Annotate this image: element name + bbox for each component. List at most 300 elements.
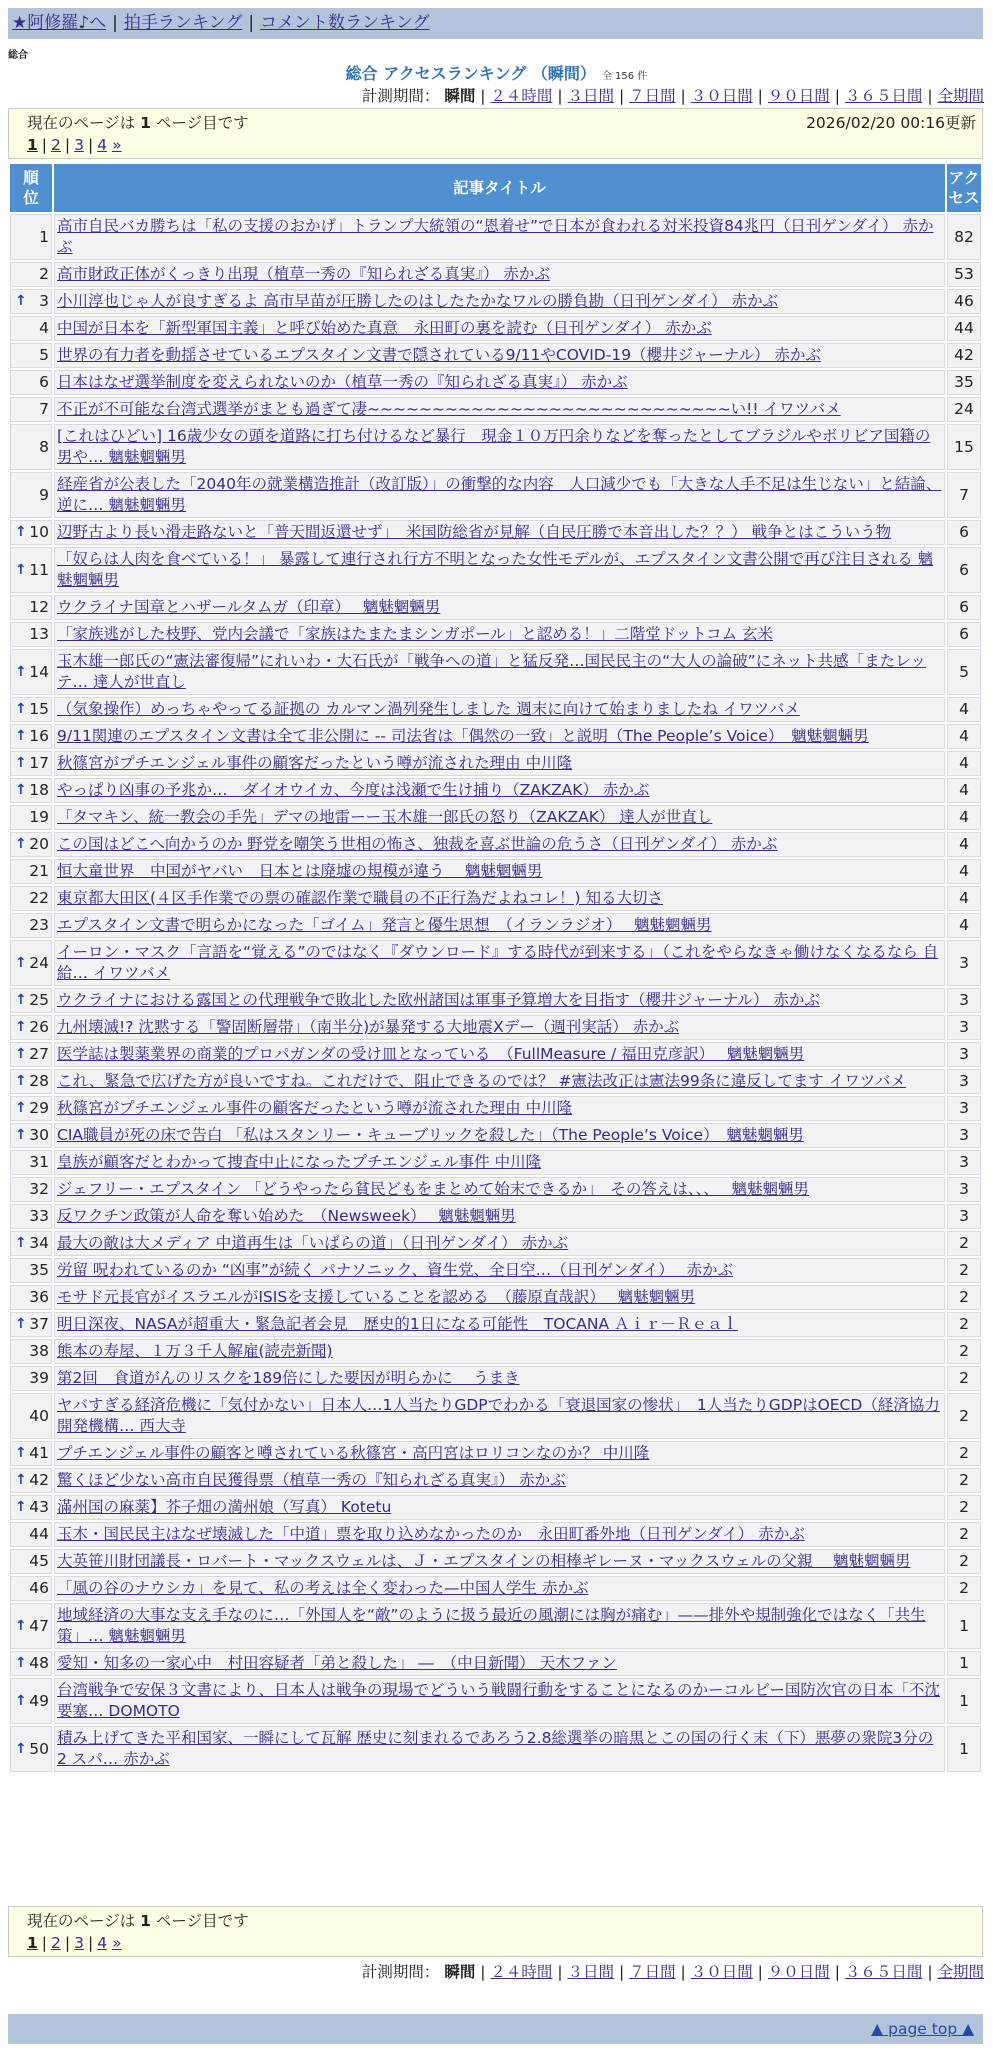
rank-number: 30 (29, 1126, 49, 1144)
header-rank: 順位 (10, 164, 52, 212)
rank-up-arrow-icon: ↑ (15, 701, 27, 717)
access-count: 5 (947, 649, 981, 695)
period-separator: | (752, 87, 768, 105)
rank-number: 7 (39, 400, 49, 418)
rank-number: 28 (29, 1072, 49, 1090)
article-link[interactable]: 中国が日本を「新型軍国主義」と呼び始めた真意 永田町の裏を読む（日刊ゲンダイ） 赤かぶ (57, 319, 712, 337)
access-count: 6 (947, 520, 981, 545)
pager-separator: | (41, 136, 48, 154)
rank-cell (10, 1603, 52, 1649)
article-link[interactable]: 辺野古より長い滑走路ないと「普天間返還せず」 米国防総省が見解（自民圧勝で本音出した？？） 戦争とはこういう物 (57, 523, 892, 541)
article-link[interactable]: 世界の有力者を動揺させているエプスタイン文書で隠されている9/11やCOVID-19（櫻井ジャーナル） 赤かぶ (57, 346, 821, 364)
rank-number: 48 (29, 1654, 49, 1672)
table-row (10, 832, 981, 857)
article-link[interactable]: これ、緊急で広げた方が良いですね。これだけで、阻止できるのでは？ #憲法改正は憲法99条に違反してます イワツバメ (57, 1072, 906, 1090)
rank-cell (10, 343, 52, 368)
rank-up-arrow-icon: ↑ (15, 1472, 27, 1488)
table-row (10, 547, 981, 593)
table-row (10, 751, 981, 776)
rank-number: 4 (39, 319, 49, 337)
article-link[interactable]: 高市財政正体がくっきり出現（植草一秀の『知られざる真実』） 赤かぶ (57, 265, 550, 283)
title-cell (54, 1651, 945, 1676)
table-row (10, 289, 981, 314)
pager-page-link[interactable]: 4 (97, 136, 108, 154)
period-selector-bottom (362, 1960, 984, 1982)
rank-cell (10, 805, 52, 830)
pager-separator: | (64, 136, 71, 154)
rank-number: 20 (29, 835, 49, 853)
article-link[interactable]: プチエンジェル事件の顧客と噂されている秋篠宮・高円宮はロリコンなのか？ 中川隆 (57, 1444, 650, 1462)
access-count: 4 (947, 697, 981, 722)
rank-cell (10, 832, 52, 857)
article-link[interactable]: 不正が不可能な台湾式選挙がまとも過ぎて凄~~~~~~~~~~~~~~~~~~~~~~~~~~~~い!! イワツバメ (57, 400, 841, 418)
period-option[interactable]: ９０日間 (767, 1963, 830, 1981)
title-cell (54, 1231, 945, 1256)
article-link[interactable]: モサド元長官がイスラエルがISISを支援していることを認める （藤原直哉訳） 魑魅魍魎男 (57, 1288, 696, 1306)
rank-cell (10, 724, 52, 749)
rank-number: 32 (29, 1180, 49, 1198)
rank-number: 22 (29, 889, 49, 907)
nav-separator: | (112, 13, 118, 33)
access-count: 4 (947, 778, 981, 803)
table-row (10, 1393, 981, 1439)
rank-number: 3 (39, 292, 49, 310)
rank-number: 50 (29, 1739, 49, 1758)
rank-cell (10, 778, 52, 803)
rank-cell (10, 1495, 52, 1520)
home-link[interactable]: ★阿修羅♪へ (12, 13, 107, 33)
access-count: 2 (947, 1285, 981, 1310)
rank-up-arrow-icon: ↑ (15, 524, 27, 540)
rank-number: 26 (29, 1018, 49, 1036)
rank-cell (10, 424, 52, 470)
table-row (10, 649, 981, 695)
page-info-suffix: ページ目です (155, 114, 249, 132)
access-count: 2 (947, 1522, 981, 1547)
article-link[interactable]: 反ワクチン政策が人命を奪い始めた （Newsweek） 魑魅魍魎男 (57, 1207, 516, 1225)
article-link[interactable]: この国はどこへ向かうのか 野党を嘲笑う世相の怖さ、独裁を喜ぶ世論の危うさ（日刊ゲンダイ） 赤かぶ (57, 835, 778, 853)
page-title (0, 61, 993, 84)
rank-up-arrow-icon: ↑ (15, 1692, 27, 1709)
article-link[interactable]: [これはひどい] 16歳少女の頭を道路に打ち付けるなど暴行 現金１０万円余りなどを奪ったとしてブラジルやボリビア国籍の男や… 魑魅魍魎男 (57, 427, 931, 466)
table-row (10, 343, 981, 368)
access-count: 3 (947, 1177, 981, 1202)
title-cell (54, 1150, 945, 1175)
rank-number: 43 (29, 1498, 49, 1516)
pager-page-link[interactable]: 3 (74, 1934, 85, 1952)
article-link[interactable]: ジェフリー・エプスタイン 「どうやったら貧民どもをまとめて始末できるか」 その答えは、、、 魑魅魍魎男 (57, 1180, 809, 1198)
table-row (10, 316, 981, 341)
pager-current-page: 1 (27, 1934, 38, 1952)
rank-cell (10, 1522, 52, 1547)
page-info-suffix: ページ目です (155, 1912, 249, 1930)
period-separator: | (829, 87, 845, 105)
current-page: 1 (140, 1912, 151, 1930)
title-cell (54, 724, 945, 749)
article-link[interactable]: ヤバすぎる経済危機に「気付かない」日本人…1人当たりGDPでわかる「衰退国家の惨状」 1人当たりGDPはOECD（経済協力開発機構… 西大寺 (57, 1396, 940, 1435)
rank-number: 38 (29, 1342, 49, 1360)
article-link[interactable]: 「タマキン、統一教会の手先」デマの地雷ーー玉木雄一郎氏の怒り（ZAKZAK） 達人が世直し (57, 808, 713, 826)
rank-up-arrow-icon: ↑ (15, 782, 27, 798)
table-row (10, 988, 981, 1013)
access-count: 2 (947, 1312, 981, 1337)
title-cell (54, 1522, 945, 1547)
rank-up-arrow-icon: ↑ (15, 1100, 27, 1116)
table-row (10, 520, 981, 545)
table-row (10, 214, 981, 260)
access-count: 15 (947, 424, 981, 470)
table-row (10, 1651, 981, 1676)
article-link[interactable]: 「奴らは人肉を食べている！」 暴露して連行され行方不明となった女性モデルが、エプスタイン文書公開で再び注目される 魑魅魍魎男 (57, 550, 934, 589)
rank-cell (10, 1015, 52, 1040)
rank-number: 41 (29, 1444, 49, 1462)
rank-cell (10, 940, 52, 986)
period-separator: | (752, 1963, 768, 1981)
page-top-link[interactable]: ▲ page top ▲ (871, 2020, 974, 2038)
period-option[interactable]: ２４時間 (490, 87, 553, 105)
period-option[interactable]: ３６５日間 (844, 1963, 923, 1981)
rank-cell (10, 1096, 52, 1121)
article-link[interactable]: 高市自民バカ勝ちは「私の支援のおかげ」トランプ大統領の“恩着せ”で日本が食われる対米投資84兆円（日刊ゲンダイ） 赤かぶ (57, 217, 934, 256)
rank-number: 10 (29, 523, 49, 541)
title-cell (54, 1285, 945, 1310)
rank-cell (10, 595, 52, 620)
rank-cell (10, 913, 52, 938)
access-count: 3 (947, 1096, 981, 1121)
table-row (10, 778, 981, 803)
genre-label: 総合 (8, 50, 28, 61)
title-cell (54, 1204, 945, 1229)
article-link[interactable]: 大英笹川財団議長・ロバート・マックスウェルは、Ｊ・エプスタインの相棒ギレーヌ・マックスウェルの父親 魑魅魍魎男 (57, 1552, 911, 1570)
article-link[interactable]: イーロン・マスク「言語を“覚える”のではなく『ダウンロード』する時代が到来する」（これをやらなきゃ働けなくなるなら 自給… イワツバメ (57, 943, 939, 982)
article-link[interactable]: 秋篠宮がプチエンジェル事件の顧客だったという噂が流された理由 中川隆 (57, 1099, 573, 1117)
access-count: 1 (947, 1603, 981, 1649)
rank-number: 47 (29, 1616, 49, 1635)
article-link[interactable]: 熊本の寿屋、１万３千人解雇(読売新聞) (57, 1342, 333, 1360)
table-row (10, 1177, 981, 1202)
pager-page-link[interactable]: 2 (51, 136, 61, 154)
article-link[interactable]: 玉木・国民民主はなぜ壊滅した「中道」票を取り込めなかったのか 永田町番外地（日刊ゲンダイ） 赤かぶ (57, 1525, 805, 1543)
title-cell (54, 595, 945, 620)
period-option[interactable]: 全期間 (937, 1963, 984, 1981)
ranking-table (8, 162, 983, 1774)
rank-cell (10, 1726, 52, 1772)
article-link[interactable]: ウクライナにおける露国との代理戦争で敗北した欧州諸国は軍事予算増大を目指す（櫻井ジャーナル） 赤かぶ (57, 991, 820, 1009)
rank-cell (10, 1468, 52, 1493)
title-cell (54, 1549, 945, 1574)
article-link[interactable]: 「家族逃がした枝野、党内会議で「家族はたまたまシンガポール」と認める！」二階堂ドットコム 玄米 (57, 625, 773, 643)
title-cell (54, 622, 945, 647)
title-cell (54, 262, 945, 287)
title-cell (54, 1393, 945, 1439)
period-separator: | (675, 1963, 691, 1981)
period-separator: | (552, 1963, 568, 1981)
rank-up-arrow-icon: ↑ (15, 1235, 27, 1251)
table-row (10, 1441, 981, 1466)
rank-number: 16 (29, 727, 49, 745)
rank-cell (10, 262, 52, 287)
period-option[interactable]: ３日間 (567, 1963, 615, 1981)
article-link[interactable]: 第2回 食道がんのリスクを189倍にした要因が明らかに うまき (57, 1369, 520, 1387)
period-option[interactable]: ３６５日間 (844, 87, 923, 105)
article-link[interactable]: 秋篠宮がプチエンジェル事件の顧客だったという噂が流された理由 中川隆 (57, 754, 573, 772)
rank-number: 21 (29, 862, 49, 880)
rank-up-arrow-icon: ↑ (15, 293, 27, 309)
title-cell (54, 913, 945, 938)
page-title-text: 総合 アクセスランキング （瞬間） (345, 64, 596, 83)
access-count: 3 (947, 1015, 981, 1040)
title-cell (54, 649, 945, 695)
article-link[interactable]: 「風の谷のナウシカ」を見て、私の考えは全く変わった—中国人学生 赤かぶ (57, 1579, 589, 1597)
pager-separator: | (41, 1934, 48, 1952)
period-option[interactable]: ７日間 (629, 1963, 676, 1981)
rank-cell (10, 1042, 52, 1067)
table-row (10, 1495, 981, 1520)
table-row (10, 397, 981, 422)
article-link[interactable]: 積み上げてきた平和国家、一瞬にして瓦解 歴史に刻まれるであろう2.8総選挙の暗黒とこの国の行く末（下）悪夢の衆院3分の2 スパ… 赤かぶ (57, 1729, 934, 1768)
article-link[interactable]: 医学誌は製薬業界の商業的プロパガンダの受け皿となっている （FullMeasure / 福田克彦訳） 魑魅魍魎男 (57, 1045, 805, 1063)
page-info-top (8, 108, 983, 159)
period-separator: | (675, 87, 691, 105)
article-link[interactable]: CIA職員が死の床で告白 「私はスタンリー・キューブリックを殺した」（The People’s Voice） 魑魅魍魎男 (57, 1126, 804, 1144)
rank-cell (10, 1339, 52, 1364)
article-link[interactable]: 東京都大田区(４区手作業での票の確認作業で職員の不正行為だよねコレ！) 知る大切さ (57, 889, 664, 907)
table-row (10, 697, 981, 722)
article-link[interactable]: 日本はなぜ選挙制度を変えられないのか（植草一秀の『知られざる真実』） 赤かぶ (57, 373, 628, 391)
period-current: 瞬間 (444, 1963, 476, 1981)
nav-separator: | (248, 13, 255, 33)
rank-up-arrow-icon: ↑ (15, 1316, 27, 1332)
period-option[interactable]: ３０日間 (690, 1963, 753, 1981)
period-separator: | (480, 87, 491, 105)
access-count: 53 (947, 262, 981, 287)
title-cell (54, 1312, 945, 1337)
access-count: 2 (947, 1393, 981, 1439)
title-cell (54, 1366, 945, 1391)
page-info-bottom (8, 1906, 983, 1957)
table-row (10, 1603, 981, 1649)
table-row (10, 262, 981, 287)
article-link[interactable]: （気象操作）めっちゃやってる証拠の カルマン渦列発生しました 週末に向けて始まりましたね イワツバメ (57, 700, 800, 718)
pager-page-link[interactable]: 4 (97, 1934, 108, 1952)
rank-cell (10, 214, 52, 260)
article-link[interactable]: 皇族が顧客だとわかって捜査中止になったプチエンジェル事件 中川隆 (57, 1153, 542, 1171)
title-cell (54, 1015, 945, 1040)
rank-number: 31 (29, 1153, 49, 1171)
rank-cell (10, 988, 52, 1013)
rank-cell (10, 1678, 52, 1724)
rank-up-arrow-icon: ↑ (15, 1445, 27, 1461)
period-label: 計測期間： (361, 87, 440, 105)
table-row (10, 424, 981, 470)
access-count: 3 (947, 1042, 981, 1067)
title-cell (54, 1258, 945, 1283)
access-count: 2 (947, 1231, 981, 1256)
access-count: 4 (947, 913, 981, 938)
page-info-prefix: 現在のページは (27, 114, 136, 132)
rank-cell (10, 1393, 52, 1439)
pager (27, 1932, 974, 1954)
access-count: 4 (947, 805, 981, 830)
article-link[interactable]: 地域経済の大事な支え手なのに…「外国人を“敵”のように扱う最近の風潮には胸が痛む」——排外や規制強化ではなく「共生策」… 魑魅魍魎男 (57, 1606, 926, 1645)
rank-cell (10, 1231, 52, 1256)
period-label: 計測期間： (361, 1963, 440, 1981)
article-link[interactable]: 経産省が公表した「2040年の就業構造推計（改訂版）」の衝撃的な内容 人口減少でも「大きな人手不足は生じない」と結論、逆に… 魑魅魍魎男 (57, 475, 942, 514)
rank-cell (10, 547, 52, 593)
pager-next-link[interactable]: » (112, 1934, 122, 1952)
article-link[interactable]: 明日深夜、NASAが超重大・緊急記者会見 歴史的1日になる可能性 TOCANA Ａｉｒ－Ｒｅａｌ (57, 1315, 739, 1333)
article-link[interactable]: 愛知・知多の一家心中 村田容疑者「弟と殺した」 ― （中日新聞） 天木ファン (57, 1654, 617, 1672)
title-cell (54, 832, 945, 857)
table-row (10, 1678, 981, 1724)
page-info-prefix: 現在のページは (27, 1912, 136, 1930)
nav-link-clap-ranking[interactable]: 拍手ランキング (123, 13, 243, 33)
period-separator: | (552, 87, 568, 105)
rank-cell (10, 1549, 52, 1574)
article-link[interactable]: やっぱり凶事の予兆か… ダイオウイカ、今度は浅瀬で生け捕り（ZAKZAK） 赤かぶ (57, 781, 650, 799)
rank-cell (10, 472, 52, 518)
nav-link-comment-ranking[interactable]: コメント数ランキング (260, 13, 430, 33)
access-count: 82 (947, 214, 981, 260)
period-option[interactable]: ３日間 (567, 87, 615, 105)
rank-cell (10, 859, 52, 884)
access-count: 7 (947, 472, 981, 518)
access-count: 3 (947, 1069, 981, 1094)
title-cell (54, 859, 945, 884)
rank-number: 9 (39, 485, 49, 504)
article-link[interactable]: 滿州国の麻薬】芥子畑の満州娘（写真） Kotetu (57, 1498, 392, 1516)
rank-up-arrow-icon: ↑ (15, 992, 27, 1008)
pager-current-page: 1 (27, 136, 38, 154)
access-count: 2 (947, 1441, 981, 1466)
title-cell (54, 1726, 945, 1772)
rank-cell (10, 649, 52, 695)
rank-cell (10, 1069, 52, 1094)
rank-cell (10, 1123, 52, 1148)
period-option[interactable]: ３０日間 (690, 87, 753, 105)
pager (27, 134, 974, 156)
access-count: 2 (947, 1495, 981, 1520)
table-row (10, 1204, 981, 1229)
title-cell (54, 1468, 945, 1493)
article-link[interactable]: ウクライナ国章とハザールタムガ（印章） 魑魅魍魎男 (57, 598, 441, 616)
period-option[interactable]: ９０日間 (767, 87, 830, 105)
table-header (10, 164, 981, 212)
article-link[interactable]: 9/11関連のエプスタイン文書は全て非公開に -- 司法省は「偶然の一致」と説明（The People’s Voice） 魑魅魍魎男 (57, 727, 869, 745)
access-count: 4 (947, 886, 981, 911)
rank-cell (10, 1576, 52, 1601)
table-row (10, 1123, 981, 1148)
rank-number: 17 (29, 754, 49, 772)
rank-cell (10, 697, 52, 722)
table-row (10, 1258, 981, 1283)
article-link[interactable]: 台湾戦争で安保３文書により、日本人は戦争の現場でどういう戦闘行動をすることになるのかーコルビー国防次官の日本「不沈要塞… DOMOTO (57, 1681, 940, 1720)
article-link[interactable]: エプスタイン文書で明らかになった「ゴイム」発言と優生思想 （イランラジオ） 魑魅魍魎男 (57, 916, 712, 934)
total-count: 全 156 件 (601, 71, 648, 82)
rank-number: 13 (29, 625, 49, 643)
table-row (10, 913, 981, 938)
access-count: 2 (947, 1549, 981, 1574)
table-row (10, 1096, 981, 1121)
article-link[interactable]: 九州壊滅!? 沈黙する「警固断層帯」（南半分)が暴発する大地震Xデー（週刊実話） 赤かぶ (57, 1018, 680, 1036)
access-count: 35 (947, 370, 981, 395)
rank-number: 24 (29, 953, 49, 972)
pager-next-link[interactable]: » (112, 136, 122, 154)
title-cell (54, 697, 945, 722)
access-count: 1 (947, 1678, 981, 1724)
rank-number: 45 (29, 1552, 49, 1570)
period-option[interactable]: 全期間 (937, 87, 984, 105)
rank-up-arrow-icon: ↑ (15, 1499, 27, 1515)
rank-cell (10, 1204, 52, 1229)
title-cell (54, 1042, 945, 1067)
period-option[interactable]: ２４時間 (490, 1963, 553, 1981)
rank-up-arrow-icon: ↑ (15, 1740, 27, 1757)
rank-cell (10, 1150, 52, 1175)
table-row (10, 805, 981, 830)
table-row (10, 1468, 981, 1493)
rank-number: 33 (29, 1207, 49, 1225)
title-cell (54, 1576, 945, 1601)
rank-cell (10, 1285, 52, 1310)
article-link[interactable]: 最大の敵は大メディア 中道再生は「いばらの道」（日刊ゲンダイ） 赤かぶ (57, 1234, 569, 1252)
period-separator: | (480, 1963, 491, 1981)
updated-time: 2026/02/20 00:16更新 (806, 114, 976, 132)
table-row (10, 1285, 981, 1310)
access-count: 6 (947, 547, 981, 593)
rank-number: 6 (39, 373, 49, 391)
access-count: 4 (947, 859, 981, 884)
rank-number: 15 (29, 700, 49, 718)
article-link[interactable]: 恒大童世界 中国がヤバい 日本とは廃墟の規模が違う 魑魅魍魎男 (57, 862, 543, 880)
period-option[interactable]: ７日間 (629, 87, 676, 105)
header-title: 記事タイトル (54, 164, 945, 212)
rank-cell (10, 1258, 52, 1283)
table-row (10, 940, 981, 986)
period-separator: | (614, 87, 630, 105)
rank-up-arrow-icon: ↑ (15, 1073, 27, 1089)
rank-cell (10, 1366, 52, 1391)
access-count: 2 (947, 1339, 981, 1364)
title-cell (54, 1495, 945, 1520)
rank-number: 23 (29, 916, 49, 934)
article-link[interactable]: 玉木雄一郎氏の“憲法審復帰”にれいわ・大石氏が「戦争への道」と猛反発…国民民主の“大人の論破”にネット共感「またレッテ… 達人が世直し (57, 652, 926, 691)
table-row (10, 370, 981, 395)
period-separator: | (922, 1963, 938, 1981)
title-cell (54, 778, 945, 803)
access-count: 6 (947, 595, 981, 620)
rank-number: 49 (29, 1691, 49, 1710)
pager-page-link[interactable]: 2 (51, 1934, 61, 1952)
table-row (10, 622, 981, 647)
rank-up-arrow-icon: ↑ (15, 1019, 27, 1035)
access-count: 4 (947, 832, 981, 857)
article-link[interactable]: 労留 呪われているのか “凶事”が続く パナソニック、資生党、全日空…（日刊ゲンダイ） 赤かぶ (57, 1261, 734, 1279)
rank-number: 46 (29, 1579, 49, 1597)
article-link[interactable]: 驚くほど少ない高市自民獲得票（植草一秀の『知られざる真実』） 赤かぶ (57, 1471, 566, 1489)
bottom-bar (8, 2014, 983, 2044)
article-link[interactable]: 小川淳也じゃ人が良すぎるよ 高市早苗が圧勝したのはしたたかなワルの勝負勘（日刊ゲンダイ） 赤かぶ (57, 292, 779, 310)
access-count: 46 (947, 289, 981, 314)
rank-cell (10, 1651, 52, 1676)
rank-cell (10, 1312, 52, 1337)
rank-number: 5 (39, 346, 49, 364)
rank-number: 25 (29, 991, 49, 1009)
access-count: 44 (947, 316, 981, 341)
rank-number: 36 (29, 1288, 49, 1306)
pager-page-link[interactable]: 3 (74, 136, 85, 154)
rank-cell (10, 397, 52, 422)
